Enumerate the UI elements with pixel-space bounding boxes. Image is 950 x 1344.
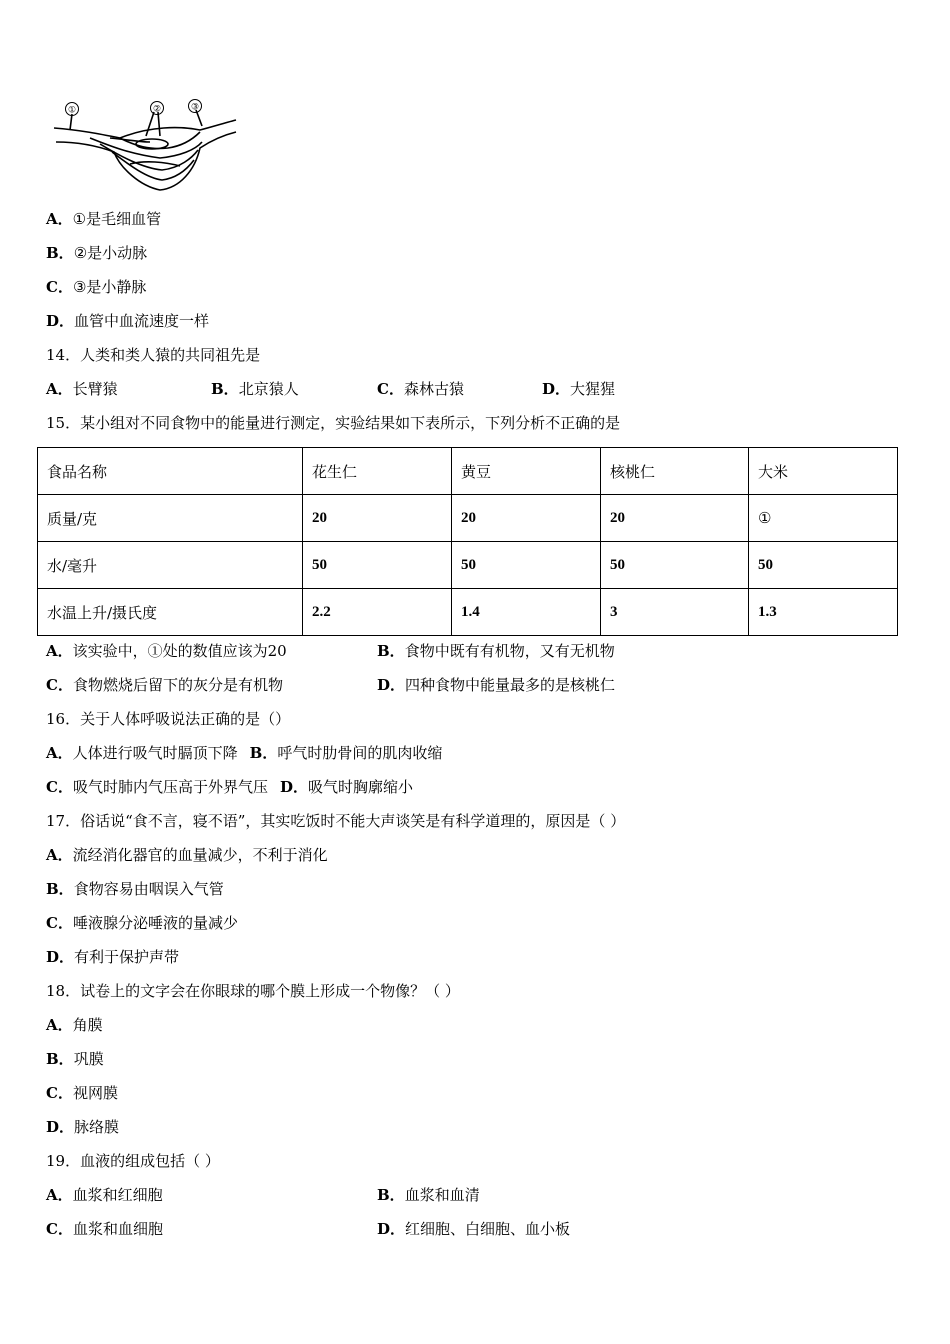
- table-cell: ①: [749, 495, 898, 542]
- table-cell: 20: [452, 495, 601, 542]
- q13-option-a: A．①是毛细血管: [46, 210, 162, 228]
- table-cell: 1.3: [749, 589, 898, 636]
- diagram-label-3-text: ③: [190, 102, 200, 113]
- q16-options-ab: A．人体进行吸气时膈顶下降 B．呼气时肋骨间的肌肉收缩: [46, 744, 443, 762]
- q14-option-d: D．大猩猩: [542, 380, 616, 398]
- table-cell: 50: [303, 542, 452, 589]
- q14-option-c: C．森林古猿: [377, 380, 464, 398]
- q19-option-d: D．红细胞、白细胞、血小板: [377, 1220, 571, 1238]
- q14-option-b: B．北京猿人: [211, 380, 299, 398]
- table-cell: 20: [303, 495, 452, 542]
- q13-option-b: B．②是小动脉: [46, 244, 148, 262]
- q17-option-d: D．有利于保护声带: [46, 948, 180, 966]
- table-row: [38, 589, 898, 636]
- table-header-row: [38, 448, 898, 495]
- q19-stem: 19．血液的组成包括（ ）: [46, 1152, 220, 1170]
- q17-option-c: C．唾液腺分泌唾液的量减少: [46, 914, 238, 932]
- table-cell: 50: [749, 542, 898, 589]
- q15-option-d: D．四种食物中能量最多的是核桃仁: [377, 676, 616, 694]
- table-header-cell: 花生仁: [303, 448, 452, 495]
- table-header-cell: 大米: [749, 448, 898, 495]
- table-cell: 3: [601, 589, 749, 636]
- diagram-label-2-text: ②: [152, 104, 162, 115]
- table-header-cell: 黄豆: [452, 448, 601, 495]
- table-header-cell: 食品名称: [38, 448, 303, 495]
- q18-stem: 18．试卷上的文字会在你眼球的哪个膜上形成一个物像？（ ）: [46, 982, 460, 1000]
- q15-option-c: C．食物燃烧后留下的灰分是有机物: [46, 676, 283, 694]
- q14-stem: 14．人类和类人猿的共同祖先是: [46, 346, 261, 364]
- table-cell: 水/毫升: [38, 542, 303, 589]
- table-cell: 50: [601, 542, 749, 589]
- diagram-label-1-text: ①: [67, 105, 77, 116]
- table-row: [38, 542, 898, 589]
- q15-stem: 15．某小组对不同食物中的能量进行测定，实验结果如下表所示，下列分析不正确的是: [46, 414, 621, 432]
- q16-options-cd: C．吸气时肺内气压高于外界气压 D．吸气时胸廓缩小: [46, 778, 413, 796]
- table-header-cell: 核桃仁: [601, 448, 749, 495]
- q18-option-b: B．巩膜: [46, 1050, 104, 1068]
- q18-option-d: D．脉络膜: [46, 1118, 120, 1136]
- q19-option-b: B．血浆和血清: [377, 1186, 480, 1204]
- q13-option-c: C．③是小静脉: [46, 278, 147, 296]
- q18-option-a: A．角膜: [46, 1016, 103, 1034]
- q19-option-c: C．血浆和血细胞: [46, 1220, 163, 1238]
- table-row: [38, 495, 898, 542]
- food-energy-table: [37, 447, 898, 636]
- q18-option-c: C．视网膜: [46, 1084, 118, 1102]
- q14-option-a: A．长臂猿: [46, 380, 118, 398]
- table-cell: 2.2: [303, 589, 452, 636]
- table-cell: 质量/克: [38, 495, 303, 542]
- table-cell: 1.4: [452, 589, 601, 636]
- q19-option-a: A．血浆和红细胞: [46, 1186, 163, 1204]
- q17-option-b: B．食物容易由咽误入气管: [46, 880, 224, 898]
- table-cell: 水温上升/摄氏度: [38, 589, 303, 636]
- table-cell: 50: [452, 542, 601, 589]
- q16-stem: 16．关于人体呼吸说法正确的是（）: [46, 710, 291, 728]
- q17-stem: 17．俗话说“食不言，寝不语”，其实吃饭时不能大声谈笑是有科学道理的，原因是（ ）: [46, 812, 626, 830]
- q15-option-a: A．该实验中，①处的数值应该为20: [46, 642, 287, 660]
- table-cell: 20: [601, 495, 749, 542]
- q13-option-d: D．血管中血流速度一样: [46, 312, 210, 330]
- q15-option-b: B．食物中既有有机物，又有无机物: [377, 642, 615, 660]
- q17-option-a: A．流经消化器官的血量减少，不利于消化: [46, 846, 328, 864]
- blood-vessel-diagram: [50, 98, 240, 203]
